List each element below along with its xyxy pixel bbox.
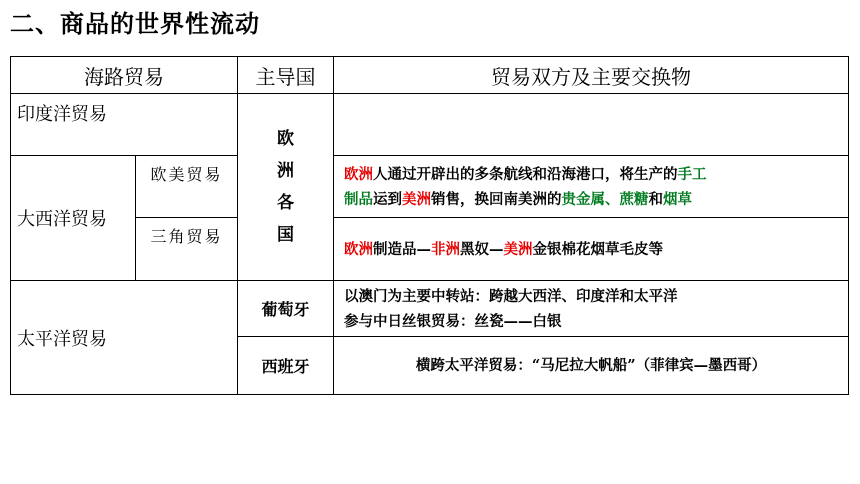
leader-char: 各: [277, 193, 294, 213]
text-run: 美洲: [503, 240, 533, 258]
triangle-exchange: [334, 218, 849, 281]
text-run: 金银棉花烟草毛皮等: [532, 240, 663, 258]
text-run: 运到: [373, 190, 402, 208]
text-run: 黑奴—: [460, 240, 504, 258]
euro-american-exchange: [334, 156, 849, 218]
portugal-exchange: [334, 281, 849, 337]
text-run: 美洲: [402, 190, 431, 208]
text-run: 欧洲: [344, 240, 373, 258]
text-run: 制品: [344, 190, 373, 208]
exchange-line: [344, 237, 848, 262]
sub-euro-american: 欧美贸易: [136, 156, 238, 218]
header-exchange: 贸易双方及主要交换物: [334, 57, 849, 94]
leader-char: 欧: [277, 129, 294, 149]
exchange-line: [344, 162, 848, 187]
region-atlantic: 大西洋贸易: [11, 156, 136, 281]
sub-triangle: 三角贸易: [136, 218, 238, 281]
text-run: 人通过开辟出的多条航线和沿海港口，将生产的: [373, 165, 678, 183]
exchange-line: 以澳门为主要中转站：跨越大西洋、印度洋和太平洋: [344, 287, 678, 305]
table-row-indian: [11, 94, 849, 156]
country-spain: 西班牙: [238, 337, 334, 395]
trade-table: [10, 56, 849, 395]
table-header-row: [11, 57, 849, 94]
text-run: 欧洲: [344, 165, 373, 183]
text-run: 制造品—: [373, 240, 431, 258]
table-row-triangle: [11, 218, 849, 281]
leader-char: 洲: [277, 161, 294, 181]
indian-exchange-empty: [334, 94, 849, 156]
text-run: 贵金属、蔗糖: [561, 190, 649, 208]
region-pacific: 太平洋贸易: [11, 281, 238, 395]
leader-char: 国: [277, 225, 294, 245]
header-leader: 主导国: [238, 57, 334, 94]
table-row-euro-american: [11, 156, 849, 218]
spain-exchange: [334, 337, 849, 395]
text-run: 烟草: [663, 190, 692, 208]
table-row-portugal: [11, 281, 849, 337]
header-trade: 海路贸易: [11, 57, 238, 94]
exchange-line: 参与中日丝银贸易：丝瓷——白银: [344, 312, 562, 330]
exchange-line: [344, 187, 848, 212]
section-title: 二、商品的世界性流动: [10, 10, 260, 38]
country-portugal: 葡萄牙: [238, 281, 334, 337]
text-run: 非洲: [431, 240, 460, 258]
text-run: 销售，换回南美洲的: [431, 190, 562, 208]
leader-europe: [238, 94, 334, 281]
text-run: 手工: [677, 165, 707, 183]
region-indian-ocean: 印度洋贸易: [11, 94, 238, 156]
text-run: 和: [648, 190, 663, 208]
exchange-line: 横跨太平洋贸易：“马尼拉大帆船”（菲律宾—墨西哥）: [415, 357, 767, 374]
